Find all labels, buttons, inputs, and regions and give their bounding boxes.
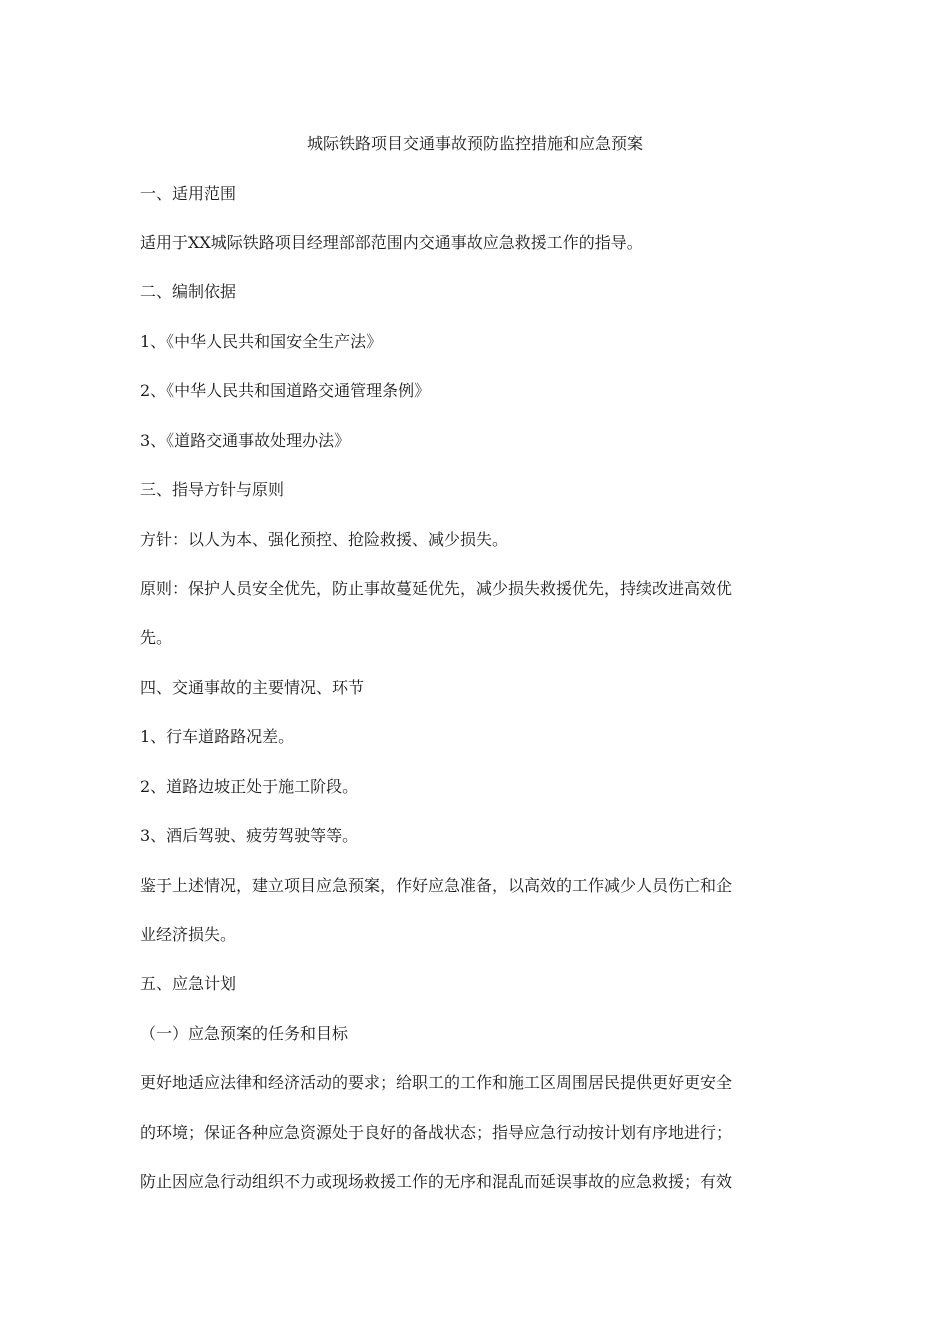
situation-item-1: 1、行车道路路况差。 — [140, 727, 295, 746]
section-heading-plan: 五、应急计划 — [140, 974, 237, 993]
section-heading-basis: 二、编制依据 — [140, 282, 237, 301]
basis-item-3: 3、《道路交通事故处理办法》 — [140, 431, 351, 450]
basis-item-2: 2、《中华人民共和国道路交通管理条例》 — [140, 381, 431, 400]
section-heading-scope: 一、适用范围 — [140, 184, 237, 203]
basis-item-1: 1、《中华人民共和国安全生产法》 — [140, 332, 383, 351]
situation-item-3: 3、酒后驾驶、疲劳驾驶等等。 — [140, 826, 359, 845]
paragraph-conclusion-line-2: 业经济损失。 — [140, 925, 237, 944]
paragraph-scope: 适用于XX城际铁路项目经理部部范围内交通事故应急救援工作的指导。 — [140, 233, 643, 252]
paragraph-principle-line-2: 先。 — [140, 628, 173, 647]
paragraph-goals-line-2: 的环境；保证各种应急资源处于良好的备战状态；指导应急行动按计划有序地进行； — [140, 1123, 733, 1142]
paragraph-conclusion-line-1: 鉴于上述情况，建立项目应急预案，作好应急准备，以高效的工作减少人员伤亡和企 — [140, 876, 733, 895]
section-heading-situations: 四、交通事故的主要情况、环节 — [140, 678, 365, 697]
paragraph-goals-line-3: 防止因应急行动组织不力或现场救援工作的无序和混乱而延误事故的应急救援；有效 — [140, 1172, 733, 1191]
subsection-heading-goals: （一）应急预案的任务和目标 — [140, 1024, 349, 1043]
paragraph-policy: 方针：以人为本、强化预控、抢险救援、减少损失。 — [140, 530, 509, 549]
section-heading-principles: 三、指导方针与原则 — [140, 480, 285, 499]
situation-item-2: 2、道路边坡正处于施工阶段。 — [140, 777, 359, 796]
document-title: 城际铁路项目交通事故预防监控措施和应急预案 — [306, 134, 643, 153]
paragraph-goals-line-1: 更好地适应法律和经济活动的要求；给职工的工作和施工区周围居民提供更好更安全 — [140, 1073, 733, 1092]
paragraph-principle-line-1: 原则：保护人员安全优先，防止事故蔓延优先，减少损失救援优先，持续改进高效优 — [140, 579, 733, 598]
